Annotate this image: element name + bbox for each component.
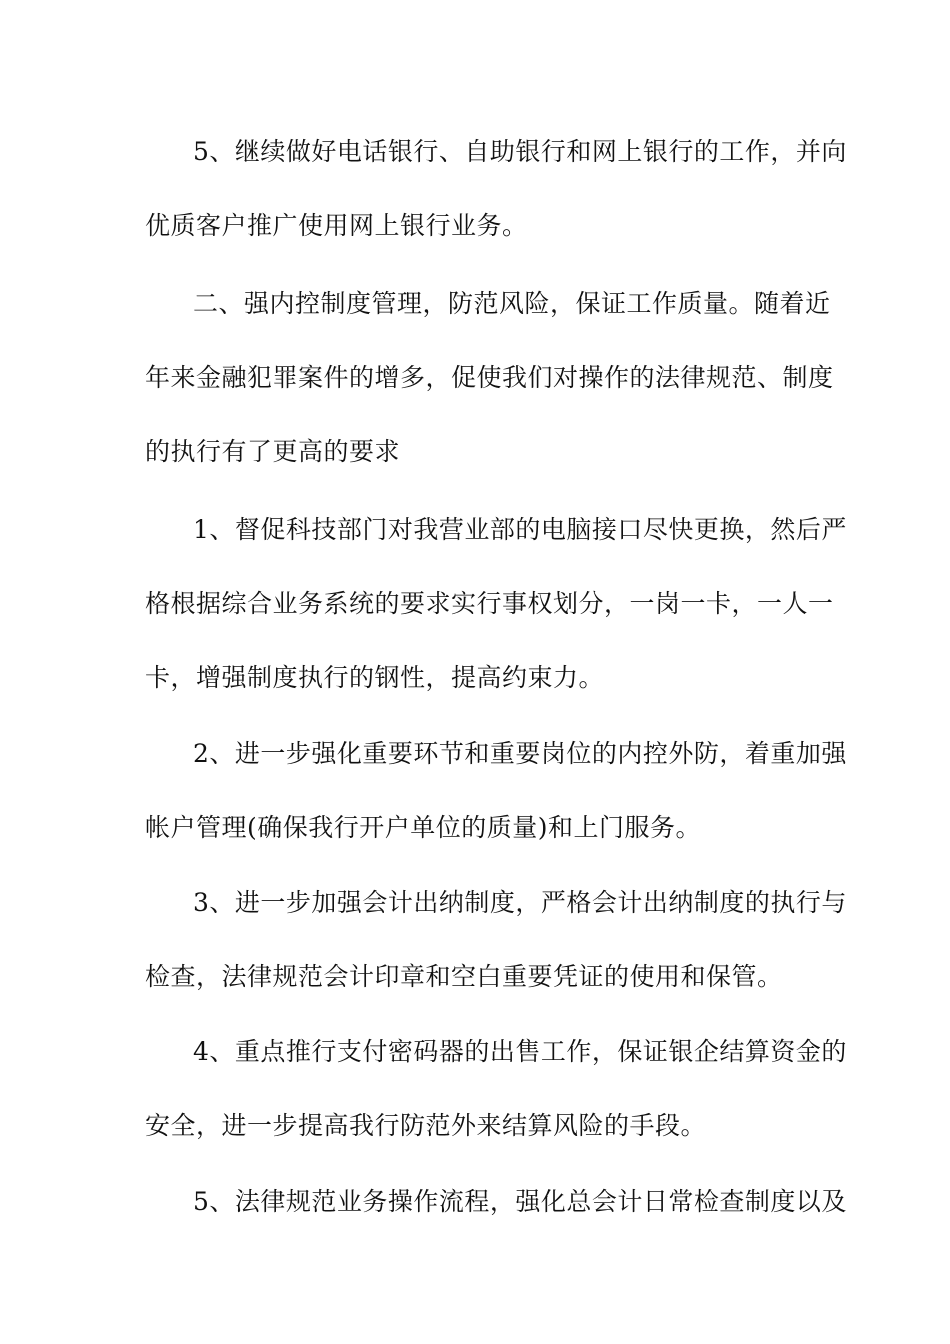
paragraph-line: 3、进一步加强会计出纳制度，严格会计出纳制度的执行与: [193, 888, 847, 917]
paragraph-line: 2、进一步强化重要环节和重要岗位的内控外防，着重加强: [193, 739, 847, 768]
paragraph-line: 优质客户推广使用网上银行业务。: [145, 211, 528, 240]
paragraph-line: 安全，进一步提高我行防范外来结算风险的手段。: [145, 1111, 707, 1140]
paragraph-line: 格根据综合业务系统的要求实行事权划分，一岗一卡，一人一: [145, 589, 834, 618]
paragraph-line: 5、继续做好电话银行、自助银行和网上银行的工作，并向: [193, 137, 847, 166]
section-heading-line: 二、强内控制度管理，防范风险，保证工作质量。随着近: [193, 289, 831, 318]
paragraph-line: 5、法律规范业务操作流程，强化总会计日常检查制度以及: [193, 1187, 847, 1216]
paragraph-line: 的执行有了更高的要求: [145, 437, 401, 466]
paragraph-line: 卡，增强制度执行的钢性，提高约束力。: [145, 663, 605, 692]
paragraph-line: 4、重点推行支付密码器的出售工作，保证银企结算资金的: [193, 1037, 847, 1066]
paragraph-line: 年来金融犯罪案件的增多，促使我们对操作的法律规范、制度: [145, 363, 834, 392]
paragraph-line: 帐户管理(确保我行开户单位的质量)和上门服务。: [145, 813, 702, 842]
paragraph-line: 检查，法律规范会计印章和空白重要凭证的使用和保管。: [145, 962, 783, 991]
paragraph-line: 1、督促科技部门对我营业部的电脑接口尽快更换，然后严: [193, 515, 847, 544]
